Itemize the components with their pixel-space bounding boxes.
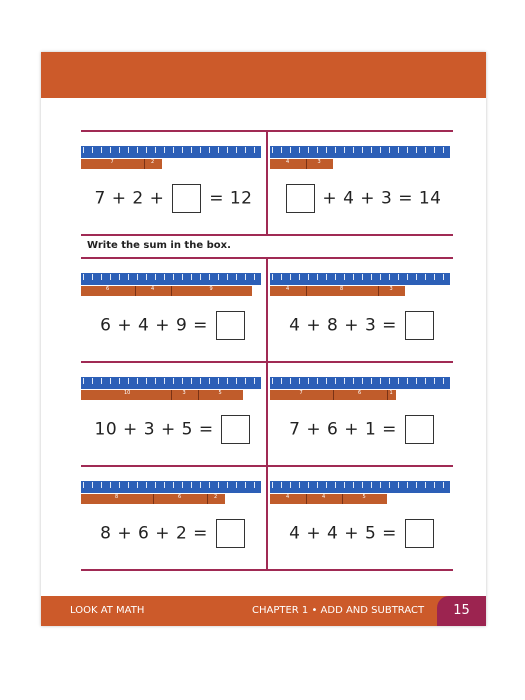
equation-number: 3 [364,315,377,336]
number-strip [270,286,405,296]
ruler-tick [245,378,246,384]
strip-segment-label: 4 [151,286,155,292]
ruler-tick [434,147,435,153]
ruler-tick [335,274,336,280]
ruler-tick [344,482,345,488]
ruler-tick [200,147,201,153]
ruler-tick [398,378,399,384]
ruler-tick [236,482,237,488]
ruler-tick [83,274,84,280]
strip-segment-label: 6 [106,286,110,292]
equation-operator: + [306,419,322,440]
strip-segment-divider [333,390,334,400]
equation [270,415,455,444]
ruler-tick [83,147,84,153]
equation [81,415,266,444]
answer-box[interactable] [172,184,201,213]
ruler-tick [371,482,372,488]
ruler-tick [389,274,390,280]
number-ruler [81,481,261,493]
ruler-tick [164,274,165,280]
number-ruler [81,377,261,389]
ruler-tick [83,378,84,384]
ruler-tick [326,274,327,280]
ruler-tick [398,147,399,153]
equation-operator: + [117,523,133,544]
ruler-tick [380,274,381,280]
problem-cell [270,257,455,361]
ruler-tick [416,147,417,153]
strip-segment-label: 8 [115,494,119,500]
ruler-tick [326,378,327,384]
equation-operator: = [193,523,208,544]
strip-segment-divider [171,286,172,296]
equation-operator: = [209,188,224,209]
ruler-tick [191,378,192,384]
strip-segment-label: 4 [322,494,326,500]
strip-segment-label: 3 [317,159,321,165]
ruler-tick [119,274,120,280]
number-strip [81,159,162,169]
ruler-tick [254,378,255,384]
ruler-tick [227,378,228,384]
column-divider [266,130,268,234]
number-strip [81,494,225,504]
strip-segment-divider [171,390,172,400]
ruler-tick [416,378,417,384]
ruler-tick [272,378,273,384]
ruler-tick [443,147,444,153]
equation-number: 5 [364,523,377,544]
equation-operator: + [160,419,176,440]
ruler-tick [380,147,381,153]
ruler-tick [110,378,111,384]
equation-number: 10 [94,419,118,440]
ruler-tick [425,482,426,488]
number-ruler [81,146,261,158]
ruler-tick [137,378,138,384]
ruler-tick [308,274,309,280]
ruler-tick [371,378,372,384]
ruler-tick [335,378,336,384]
ruler-tick [371,147,372,153]
problem-cell [81,130,266,234]
row-divider [81,234,453,236]
ruler-tick [317,482,318,488]
ruler-tick [407,147,408,153]
problem-cell [270,361,455,465]
equation-number: 14 [418,188,442,209]
ruler-tick [308,378,309,384]
ruler-tick [407,378,408,384]
answer-box[interactable] [286,184,315,213]
ruler-tick [164,378,165,384]
strip-segment-divider [342,494,343,504]
ruler-tick [128,274,129,280]
ruler-tick [344,147,345,153]
ruler-tick [290,147,291,153]
ruler-tick [182,274,183,280]
number-strip [81,286,252,296]
equation-number: 3 [380,188,393,209]
strip-segment-label: 10 [124,390,131,396]
number-ruler [270,273,450,285]
equation-number: 8 [100,523,112,544]
equation-operator: + [360,188,376,209]
equation [270,184,455,213]
ruler-tick [245,274,246,280]
problem-cell [81,361,266,465]
number-ruler [270,146,450,158]
ruler-tick [209,482,210,488]
equation-number: 4 [343,188,355,209]
problem-cell [270,465,455,569]
problem-cell [81,465,266,569]
ruler-tick [146,274,147,280]
ruler-tick [290,482,291,488]
equation-number: 7 [94,188,106,209]
ruler-tick [299,274,300,280]
equation-operator: + [306,315,322,336]
number-ruler [270,481,450,493]
book-title: LOOK AT MATH [70,605,145,616]
number-strip [270,390,396,400]
strip-segment-divider [387,390,388,400]
ruler-tick [308,482,309,488]
equation-number: 6 [327,419,339,440]
ruler-tick [281,482,282,488]
equation-number: 4 [138,315,150,336]
ruler-tick [407,482,408,488]
ruler-tick [290,378,291,384]
ruler-tick [92,482,93,488]
equation-operator: = [382,523,397,544]
ruler-tick [317,274,318,280]
ruler-tick [137,482,138,488]
ruler-tick [191,482,192,488]
strip-segment-label: 4 [286,286,290,292]
ruler-tick [227,482,228,488]
equation-operator: + [306,523,322,544]
strip-segment-label: 9 [209,286,213,292]
ruler-tick [173,482,174,488]
ruler-tick [380,482,381,488]
equation-operator: + [344,523,360,544]
ruler-tick [344,274,345,280]
equation-number: 7 [289,419,301,440]
top-banner [41,52,486,98]
equation-operator: = [193,315,208,336]
equation-number: 12 [229,188,253,209]
strip-segment-divider [378,286,379,296]
equation-operator: = [198,419,214,440]
equation-operator: + [123,419,138,440]
ruler-tick [389,147,390,153]
equation-number: 2 [132,188,144,209]
ruler-tick [335,482,336,488]
ruler-tick [362,147,363,153]
ruler-tick [425,378,426,384]
ruler-tick [434,378,435,384]
ruler-tick [164,482,165,488]
ruler-tick [389,378,390,384]
ruler-tick [299,147,300,153]
ruler-tick [353,378,354,384]
equation-operator: + [344,419,360,440]
ruler-tick [398,482,399,488]
problem-cell [270,130,455,234]
ruler-tick [245,147,246,153]
equation-operator: = [382,315,397,336]
ruler-tick [326,482,327,488]
ruler-tick [290,274,291,280]
ruler-tick [272,274,273,280]
equation-operator: + [322,188,338,209]
worksheet-page [41,52,486,626]
page-footer [41,596,486,626]
strip-segment-divider [144,159,145,169]
ruler-tick [299,378,300,384]
ruler-tick [128,147,129,153]
ruler-tick [353,274,354,280]
ruler-tick [101,274,102,280]
ruler-tick [110,482,111,488]
ruler-tick [272,482,273,488]
ruler-tick [173,147,174,153]
strip-segment-label: 6 [178,494,182,500]
equation [81,184,266,213]
strip-segment-label: 1 [389,390,393,396]
ruler-tick [146,378,147,384]
equation-operator: + [149,188,165,209]
strip-segment-label: 5 [362,494,366,500]
ruler-tick [92,274,93,280]
strip-segment-label: 2 [214,494,218,500]
equation-number: 6 [100,315,112,336]
chapter-title: CHAPTER 1 • ADD AND SUBTRACT [252,605,425,616]
ruler-tick [101,147,102,153]
equation [270,311,455,340]
ruler-tick [110,147,111,153]
ruler-tick [92,378,93,384]
strip-segment-label: 5 [218,390,222,396]
strip-segment-divider [198,390,199,400]
ruler-tick [227,147,228,153]
instruction-text: Write the sum in the box. [87,240,231,251]
number-strip [270,159,333,169]
ruler-tick [155,274,156,280]
equation-number: 6 [138,523,150,544]
ruler-tick [119,378,120,384]
ruler-tick [146,482,147,488]
ruler-tick [398,274,399,280]
ruler-tick [128,378,129,384]
ruler-tick [155,378,156,384]
strip-segment-divider [306,286,307,296]
ruler-tick [416,274,417,280]
strip-segment-label: 4 [286,159,290,165]
ruler-tick [317,378,318,384]
equation-operator: = [382,419,397,440]
ruler-tick [155,147,156,153]
answer-box[interactable] [216,311,245,340]
ruler-tick [83,482,84,488]
number-strip [270,494,387,504]
ruler-tick [218,147,219,153]
problem-cell [81,257,266,361]
number-ruler [270,377,450,389]
equation-operator: = [398,188,413,209]
equation-number: 1 [364,419,377,440]
ruler-tick [119,482,120,488]
ruler-tick [200,482,201,488]
answer-box[interactable] [405,415,434,444]
ruler-tick [146,147,147,153]
equation-number: 3 [143,419,156,440]
ruler-tick [335,147,336,153]
answer-box[interactable] [405,519,434,548]
strip-segment-label: 3 [389,286,393,292]
ruler-tick [317,147,318,153]
ruler-tick [371,274,372,280]
ruler-tick [128,482,129,488]
ruler-tick [191,147,192,153]
ruler-tick [173,274,174,280]
ruler-tick [173,378,174,384]
strip-segment-label: 7 [299,390,303,396]
ruler-tick [353,147,354,153]
equation-operator: + [155,523,171,544]
ruler-tick [182,482,183,488]
equation-number: 5 [181,419,193,440]
equation [81,519,266,548]
ruler-tick [416,482,417,488]
equation [270,519,455,548]
ruler-tick [443,378,444,384]
equation-operator: + [111,188,127,209]
ruler-tick [254,147,255,153]
ruler-tick [434,274,435,280]
ruler-tick [218,274,219,280]
number-ruler [81,273,261,285]
equation-operator: + [155,315,171,336]
ruler-tick [119,147,120,153]
ruler-tick [137,147,138,153]
ruler-tick [272,147,273,153]
ruler-tick [362,378,363,384]
equation-number: 4 [289,523,301,544]
ruler-tick [254,482,255,488]
strip-segment-label: 4 [286,494,290,500]
ruler-tick [443,482,444,488]
strip-segment-label: 7 [110,159,114,165]
ruler-tick [137,274,138,280]
ruler-tick [209,378,210,384]
equation-number: 4 [289,315,301,336]
ruler-tick [200,378,201,384]
ruler-tick [326,147,327,153]
ruler-tick [236,147,237,153]
equation-number: 8 [327,315,339,336]
equation-operator: + [344,315,360,336]
page-number: 15 [437,596,486,626]
equation [81,311,266,340]
ruler-tick [281,274,282,280]
ruler-tick [389,482,390,488]
row-divider [81,569,453,571]
ruler-tick [218,378,219,384]
strip-segment-divider [207,494,208,504]
ruler-tick [425,274,426,280]
ruler-tick [362,482,363,488]
ruler-tick [353,482,354,488]
strip-segment-label: 3 [182,390,186,396]
ruler-tick [218,482,219,488]
column-divider [266,257,268,569]
ruler-tick [110,274,111,280]
ruler-tick [227,274,228,280]
strip-segment-divider [306,494,307,504]
equation-operator: + [117,315,133,336]
strip-segment-label: 8 [340,286,344,292]
ruler-tick [380,378,381,384]
ruler-tick [443,274,444,280]
strip-segment-divider [153,494,154,504]
ruler-tick [425,147,426,153]
ruler-tick [254,274,255,280]
ruler-tick [362,274,363,280]
ruler-tick [101,482,102,488]
equation-number: 9 [175,315,188,336]
ruler-tick [164,147,165,153]
ruler-tick [281,378,282,384]
strip-segment-divider [135,286,136,296]
ruler-tick [200,274,201,280]
ruler-tick [182,147,183,153]
equation-number: 4 [327,523,339,544]
ruler-tick [209,147,210,153]
ruler-tick [236,274,237,280]
strip-segment-label: 2 [151,159,155,165]
ruler-tick [101,378,102,384]
strip-segment-label: 6 [358,390,362,396]
ruler-tick [308,147,309,153]
ruler-tick [191,274,192,280]
ruler-tick [299,482,300,488]
equation-number: 2 [175,523,188,544]
ruler-tick [407,274,408,280]
ruler-tick [92,147,93,153]
ruler-tick [236,378,237,384]
answer-box[interactable] [221,415,250,444]
ruler-tick [182,378,183,384]
number-strip [81,390,243,400]
ruler-tick [155,482,156,488]
strip-segment-divider [306,159,307,169]
ruler-tick [344,378,345,384]
answer-box[interactable] [216,519,245,548]
ruler-tick [245,482,246,488]
answer-box[interactable] [405,311,434,340]
ruler-tick [281,147,282,153]
ruler-tick [434,482,435,488]
ruler-tick [209,274,210,280]
